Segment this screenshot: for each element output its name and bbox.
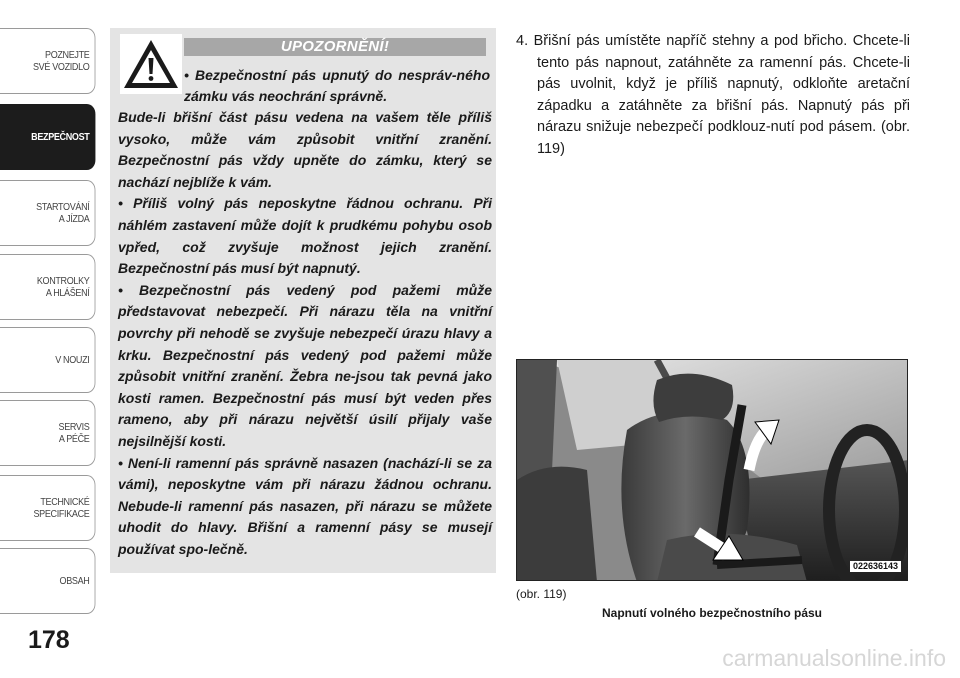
tab-servis-a-pece[interactable]: SERVIS A PÉČE [0, 400, 95, 466]
tab-obsah[interactable]: OBSAH [0, 548, 95, 614]
tab-v-nouzi[interactable]: V NOUZI [0, 327, 95, 393]
warning-paragraph: • Není-li ramenní pás správně nasazen (nachází-li se za vámi), neposkytne vám při nárazu žádnou ochranu. Nebude-li ramenní pás nasazen, při nárazu se můžete uhodit do hlavy. Břišní a ramenní pásy se musejí používat spo-lečně. [118, 454, 492, 557]
tab-startovani-a-jizda[interactable]: STARTOVÁNÍ A JÍZDA [0, 180, 95, 246]
tab-kontrolky-a-hlaseni[interactable]: KONTROLKY A HLÁŠENÍ [0, 254, 95, 320]
figure-caption: Napnutí volného bezpečnostního pásu [601, 606, 822, 620]
page-number: 178 [28, 626, 70, 654]
tab-bezpecnost[interactable]: BEZPEČNOST [0, 104, 95, 170]
seat-belt-photo-illustration [517, 360, 908, 581]
warning-paragraph: Bude-li břišní část pásu vedena na vašem těle příliš vysoko, může vám způsobit vnitřní zranění. Bezpečnostní pás vždy upněte do zámku, který se nachází nejblíže k vám. [118, 109, 492, 190]
tab-technicke-specifikace[interactable]: TECHNICKÉ SPECIFIKACE [0, 475, 95, 541]
warning-body [118, 107, 492, 560]
warning-header: UPOZORNĚNÍ! [184, 38, 486, 56]
watermark: carmanualsonline.info [722, 645, 946, 671]
figure-code: 022636143 [850, 561, 901, 572]
warning-intro: • Bezpečnostní pás upnutý do nespráv-ného zámku vás neochrání správně. [184, 67, 490, 104]
warning-paragraph: • Příliš volný pás neposkytne řádnou ochranu. Při náhlém zastavení může dojít k prudkému pohybu osob vpřed, což zvyšuje možnost jejich zranění. Bezpečnostní pás musí být napnutý. [118, 195, 492, 277]
warning-paragraph: • Bezpečnostní pás vedený pod pažemi může představovat nebezpečí. Při nárazu těla na vnitřní povrchy při nehodě se zvyšuje nebezpečí úrazu hlavy a krku. Bezpečnostní pás vedený pod pažemi může způsobit vnitřní zranění. Žebra ne-jsou tak pevná jako kosti ramen. Bezpečnostní pás musí být veden přes rameno, aby při nárazu největší úsilí přijaly vaše nejsilnější kosti. [118, 281, 492, 449]
seat-belt-photo [516, 359, 908, 581]
step-4-text: 4. Břišní pás umístěte napříč stehny a pod břicho. Chcete-li tento pás napnout, zatáhněte za ramenní pás. Chcete-li pás uvolnit, když je příliš napnutý, odkloňte aretační západku a zatáhněte za břišní pás. Napnutý pás při nárazu snižuje nebezpečí podklouz-nutí pod pásem. (obr. 119) [516, 33, 910, 157]
warning-triangle-icon [120, 34, 182, 94]
figure-reference: (obr. 119) [516, 587, 567, 601]
tab-poznejte-sve-vozidlo[interactable]: POZNEJTE SVÉ VOZIDLO [0, 28, 95, 94]
warning-box [110, 28, 496, 573]
